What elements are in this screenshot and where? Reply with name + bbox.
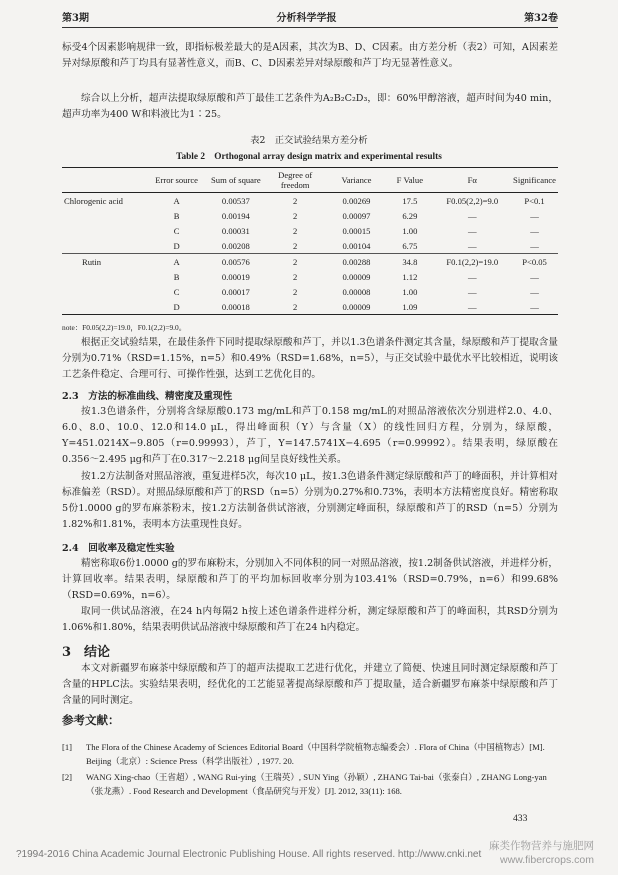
group-label: Chlorogenic acid (64, 195, 123, 206)
table-cell: 0.00018 (208, 299, 263, 315)
watermark-title: 麻类作物营养与施肥网 (489, 840, 594, 852)
table-cell: 0.00288 (327, 254, 386, 270)
reference-text: The Flora of the Chinese Academy of Sciences Editorial Board（中国科学院植物志编委会）. Flora of China（中国植物志）[M]. Beijing（北京）: Science Press（科学出版社）, 1977. 20. (86, 742, 545, 766)
table-cell: 2 (264, 254, 327, 270)
table-cell: — (511, 299, 558, 315)
table-cell: — (468, 225, 477, 236)
col-header: Error source (145, 168, 208, 193)
table-cell: 0.00017 (221, 286, 250, 297)
table-cell: 2 (264, 299, 327, 315)
table-cell: — (530, 271, 539, 282)
col-header (62, 168, 145, 193)
table-row (62, 238, 558, 254)
reference-text: WANG Xing-chao（王省超）, WANG Rui-ying（王瑞英）, SUN Ying（孙颖）, ZHANG Tai-bai（张泰白）, ZHANG Long-yan（张龙燕）. Food Research and Development（食品研究与开发）[J]. 2012, 33(11): 168. (86, 772, 547, 796)
table-cell: 2 (293, 240, 298, 251)
table-cell: — (468, 271, 477, 282)
reference-list (62, 740, 558, 800)
table-cell: — (530, 225, 539, 236)
table-caption-en: Table 2 Orthogonal array design matrix and experimental results (176, 152, 442, 162)
table-cell: 1.12 (402, 271, 418, 282)
table-cell: — (434, 299, 512, 315)
table-cell: 2 (293, 225, 298, 236)
copyright-notice: ?1994-2016 China Academic Journal Electronic Publishing House. All rights reserved. http://www.cnki.net (16, 849, 482, 860)
table-cell: 6.75 (402, 240, 418, 251)
reference-item (62, 740, 558, 768)
table-cell: 0.00537 (221, 195, 250, 206)
section-2-3-title: 2.3 方法的标准曲线、精密度及重现性 (62, 391, 233, 402)
table-cell: 0.00194 (221, 210, 250, 221)
page-number: 433 (513, 813, 528, 824)
table-cell: 0.00208 (221, 240, 250, 251)
table-cell: 34.8 (386, 254, 433, 270)
table-cell: 0.00576 (208, 254, 263, 270)
table-cell: 0.00009 (342, 271, 371, 282)
table-cell: 0.00104 (342, 240, 371, 251)
references-heading: 参考文献： (62, 713, 120, 727)
reference-number: [1] (62, 742, 73, 752)
footer (0, 835, 618, 875)
table-cell: 2 (293, 195, 298, 206)
paragraph-stability: 取同一供试品溶液，在24 h内每隔2 h按上述色谱条件进样分析，测定绿原酸和芦丁的峰面积，其RSD分别为1.06%和1.80%，结果表明供试品溶液中绿原酸和芦丁在24 h内稳定。 (62, 606, 558, 633)
table-cell: — (468, 210, 477, 221)
table-cell: 1.09 (386, 299, 433, 315)
table-cell: B (173, 210, 180, 221)
table-row (62, 208, 558, 223)
table-cell: 2 (293, 286, 298, 297)
journal-name: 分析科学学报 (276, 12, 337, 24)
watermark-url: www.fibercrops.com (500, 854, 594, 866)
table-cell: 17.5 (402, 195, 418, 206)
issue-label: 第3期 (62, 12, 89, 24)
table-row (62, 223, 558, 238)
paragraph-linearity: 按1.3色谱条件，分别将含绿原酸0.173 mg/mL和芦丁0.158 mg/mL的对照品溶液依次分别进样2.0、4.0、6.0、8.0、10.0、12.0和14.0 μL，得出峰面积（Y）与含量（X）的线性回归方程，分别为，绿原酸，Y=451.0214X−9.805（r=0.99993），芦丁，Y=147.5741X−4.695（r=0.99992）。结果表明，绿原酸在0.356～2.495 μg和芦丁在0.317～2.218 μg间呈良好线性关系。 (62, 406, 558, 465)
table-row (62, 299, 558, 315)
watermark (489, 839, 594, 867)
table-cell: 0.00015 (342, 225, 371, 236)
table-row (62, 269, 558, 284)
table-cell: — (468, 240, 477, 251)
conclusion-text: 本文对新疆罗布麻茶中绿原酸和芦丁的超声法提取工艺进行优化，并建立了简便、快速且同时测定绿原酸和芦丁含量的HPLC法。实验结果表明，经优化的工艺能显著提高绿原酸和芦丁提取量，适合新疆罗布麻茶中绿原酸和芦丁含量的同时测定。 (62, 663, 558, 706)
volume-label: 第32卷 (524, 12, 558, 24)
table-cell: D (145, 299, 208, 315)
section-2-4-title: 2.4 回收率及稳定性实验 (62, 543, 175, 554)
reference-number: [2] (62, 772, 73, 782)
table-cell: P<0.1 (524, 195, 545, 206)
table-cell: — (468, 286, 477, 297)
table-cell: 1.00 (402, 225, 418, 236)
conclusion-heading: 3 结论 (62, 645, 111, 660)
table-cell: 2 (293, 210, 298, 221)
table-row (62, 254, 558, 270)
table-cell: — (530, 240, 539, 251)
table-cell: 0.00097 (342, 210, 371, 221)
table-cell: P<0.05 (511, 254, 558, 270)
paragraph-precision: 按1.2方法制备对照品溶液，重复进样5次，每次10 μL，按1.3色谱条件测定绿原酸和芦丁的峰面积，并计算相对标准偏差（RSD）。对照品绿原酸和芦丁的RSD（n=5）分别为0.27%和0.73%，表明本方法精密度良好。精密称取5份1.0000 g的罗布麻茶粉末，按1.2方法制备供试溶液，分别测定峰面积，绿原酸和芦丁的RSD（n=5）分别为1.82%和1.81%，表明本方法重现性良好。 (62, 471, 559, 530)
reference-item (62, 770, 558, 798)
col-header: Significance (511, 168, 558, 193)
table-cell: F0.1(2,2)=19.0 (434, 254, 512, 270)
table-cell: C (173, 286, 180, 297)
table-cell: A (173, 195, 180, 206)
table-cell: F0.05(2,2)=9.0 (446, 195, 499, 206)
table-row (62, 193, 558, 209)
paragraph-validation: 根据正交试验结果，在最佳条件下同时提取绿原酸和芦丁，并以1.3色谱条件测定其含量，绿原酸和芦丁提取含量分别为0.71%（RSD=1.15%，n=5）和0.49%（RSD=1.68%，n=5），与正交试验中最优水平比较相近，说明该工艺条件稳定、合理可行、可操作性强，达到工艺优化目的。 (62, 337, 558, 380)
table-cell: C (173, 225, 180, 236)
table-cell: 6.29 (402, 210, 418, 221)
table-cell: D (173, 240, 180, 251)
table-cell: 0.00008 (342, 286, 371, 297)
paragraph-factor-analysis: 标受4个因素影响规律一致，即指标极差最大的是A因素，其次为B、D、C因素。由方差分析（表2）可知，A因素差异对绿原酸和芦丁均具有显著性意义，而B、C、D因素差异对绿原酸和芦丁均无显著性意义。 (62, 42, 558, 69)
group-label: Rutin (62, 254, 145, 270)
table-note: note：F0.05(2,2)=19.0，F0.1(2,2)=9.0。 (62, 323, 187, 332)
paragraph-optimal-conditions: 综合以上分析，超声法提取绿原酸和芦丁最佳工艺条件为A₂B₂C₂D₃，即：60%甲醇溶液，超声时间为40 min，超声功率为400 W和料液比为1∶25。 (62, 93, 558, 120)
table-cell: 1.00 (402, 286, 418, 297)
table-cell: 0.00269 (342, 195, 371, 206)
anova-table (62, 167, 558, 315)
table-cell: — (530, 286, 539, 297)
table-cell: 2 (293, 271, 298, 282)
table-cell: B (173, 271, 180, 282)
col-header: Fα (434, 168, 512, 193)
col-header: Variance (327, 168, 386, 193)
col-header: Degree of freedom (264, 168, 327, 193)
table-caption-cn: 表2 正交试验结果方差分析 (250, 135, 368, 146)
header-rule (62, 27, 558, 28)
col-header: Sum of square (208, 168, 263, 193)
paragraph-recovery: 精密称取6份1.0000 g的罗布麻粉末，分别加入不同体积的同一对照品溶液，按1.2制备供试溶液，并进样分析，计算回收率。结果表明，绿原酸和芦丁的平均加标回收率分别为103.41%（RSD=0.79%，n=6）和99.68%（RSD=0.69%，n=6）。 (62, 558, 558, 601)
table-cell: 0.00031 (221, 225, 250, 236)
table-cell: — (530, 210, 539, 221)
table-row (62, 284, 558, 299)
table-cell: 0.00009 (327, 299, 386, 315)
running-header (62, 8, 558, 24)
table-header-row (62, 168, 558, 193)
table-cell: 0.00019 (221, 271, 250, 282)
table-cell: A (145, 254, 208, 270)
col-header: F Value (386, 168, 433, 193)
